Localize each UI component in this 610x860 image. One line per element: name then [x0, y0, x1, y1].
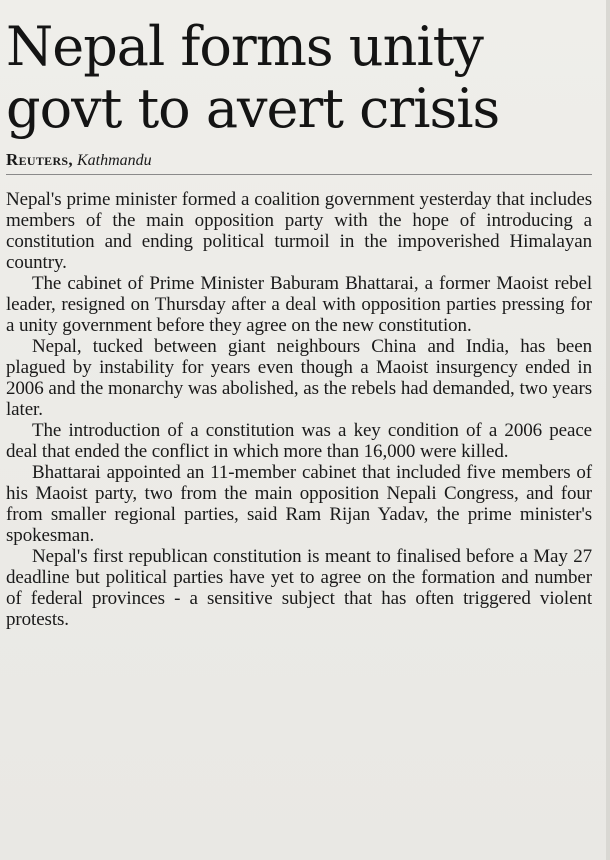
page-edge [606, 0, 610, 860]
byline [6, 150, 592, 175]
paragraph-6: Nepal's first republican constitution is meant to finalised before a May 27 deadline but political parties have yet to agree on the formation and number of federal provinces - a sensitive subject that has often triggered violent protests. [6, 546, 592, 630]
headline-line-2: govt to avert crisis [6, 77, 500, 140]
byline-agency: Reuters, [6, 150, 73, 169]
paragraph-5: Bhattarai appointed an 11-member cabinet that included five members of his Maoist party, two from the main opposition Nepali Congress, and four from smaller regional parties, said Ram Rijan Yadav, the prime minister's spokesman. [6, 462, 592, 546]
byline-location: Kathmandu [76, 152, 152, 169]
article-body [6, 189, 592, 630]
paragraph-1: Nepal's prime minister formed a coalition government yesterday that includes members of the main opposition party with the hope of introducing a constitution and ending political turmoil in the impoverished Himalayan country. [6, 189, 592, 273]
paragraph-3: Nepal, tucked between giant neighbours China and India, has been plagued by instability for years even though a Maoist insurgency ended in 2006 and the monarchy was abolished, as the rebels had demanded, two years later. [6, 336, 592, 420]
paragraph-2: The cabinet of Prime Minister Baburam Bhattarai, a former Maoist rebel leader, resigned on Thursday after a deal with opposition parties pressing for a unity government before they agree on the new constitution. [6, 273, 592, 336]
headline-line-1: Nepal forms unity [6, 15, 483, 78]
headline [6, 16, 592, 140]
paragraph-4: The introduction of a constitution was a key condition of a 2006 peace deal that ended the conflict in which more than 16,000 were killed. [6, 420, 592, 462]
